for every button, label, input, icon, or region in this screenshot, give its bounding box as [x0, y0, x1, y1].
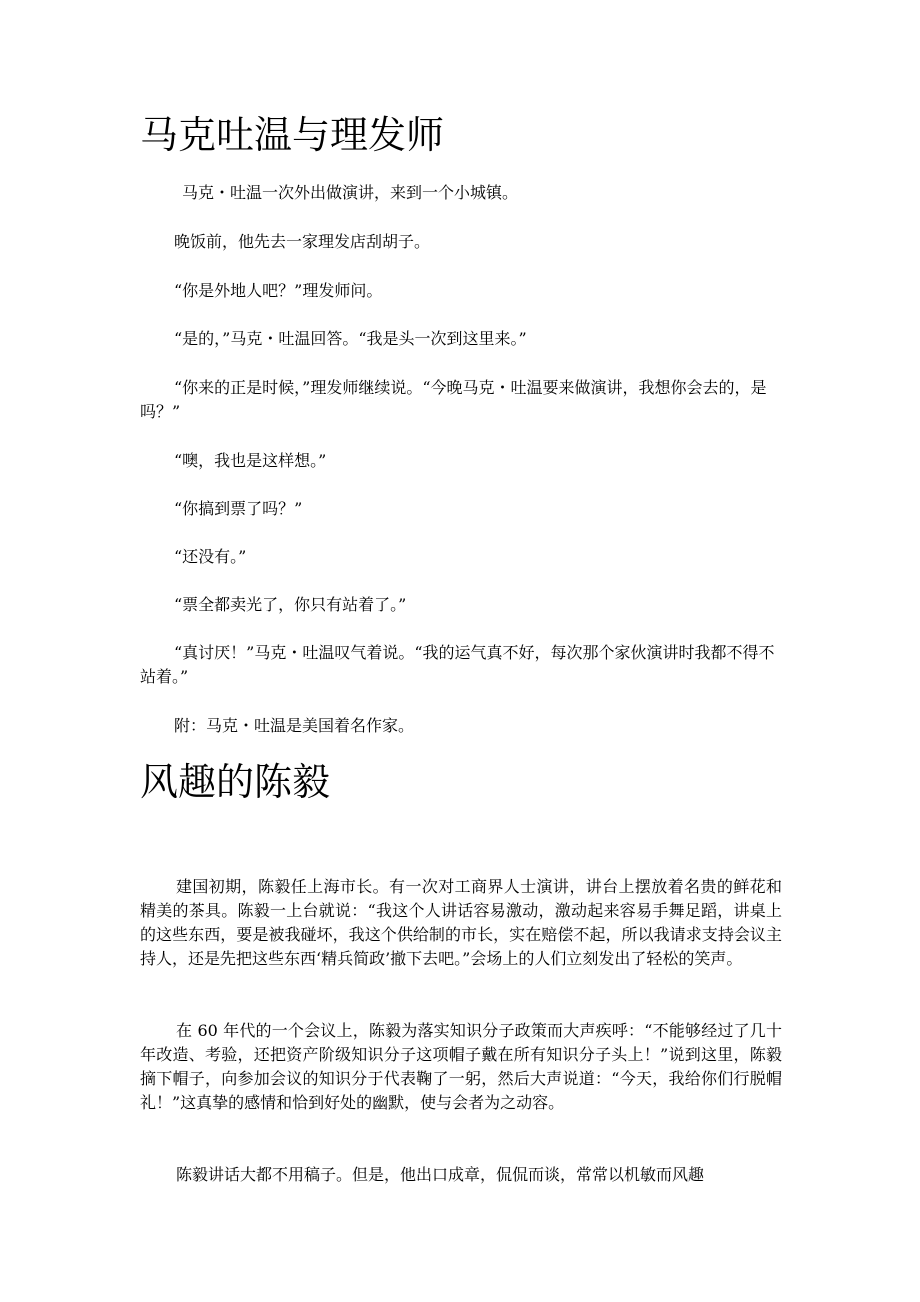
paragraph: “噢，我也是这样想。”	[174, 451, 327, 470]
paragraph: 晚饭前，他先去一家理发店刮胡子。	[174, 232, 431, 251]
paragraph: 马克・吐温一次外出做演讲，来到一个小城镇。	[182, 183, 519, 202]
section-title-chen-yi: 风趣的陈毅	[140, 760, 331, 804]
paragraph: 在 60 年代的一个会议上，陈毅为落实知识分子政策而大声疾呼：“不能够经过了几十年改造、考验，还把资产阶级知识分子这项帽子戴在所有知识分子头上！”说到这里，陈毅摘下帽子，向参加会议的知识分于代表鞠了一躬，然后大声说道：“今天，我给你们行脱帽礼！”这真挚的感情和恰到好处的幽默，使与会者为之动容。	[140, 1021, 782, 1112]
paragraph: 建国初期，陈毅任上海市长。有一次对工商界人士演讲，讲台上摆放着名贵的鲜花和精美的茶具。陈毅一上台就说：“我这个人讲话容易激动，激动起来容易手舞足蹈，讲桌上的这些东西，要是被我碰坏，我这个供给制的市长，实在赔偿不起，所以我请求支持会议主持人，还是先把这些东西‘精兵简政’撤下去吧。”会场上的人们立刻发出了轻松的笑声。	[140, 877, 782, 968]
paragraph: “是的，”马克・吐温回答。“我是头一次到这里来。”	[174, 329, 527, 348]
section-title-mark-twain: 马克吐温与理发师	[140, 113, 445, 157]
paragraph: “票全都卖光了，你只有站着了。”	[174, 595, 407, 614]
paragraph: 陈毅讲话大都不用稿子。但是，他出口成章，侃侃而谈，常常以机敏而风趣	[176, 1165, 705, 1184]
paragraph: “你来的正是时候，”理发师继续说。“今晚马克・吐温要来做演讲，我想你会去的，是吗？”	[140, 378, 767, 421]
paragraph: “你搞到票了吗？”	[174, 499, 303, 518]
paragraph: “还没有。”	[174, 547, 247, 566]
paragraph: “你是外地人吧？”理发师问。	[174, 281, 383, 300]
paragraph: 附：马克・吐温是美国着名作家。	[174, 716, 415, 735]
paragraph: “真讨厌！”马克・吐温叹气着说。“我的运气真不好，每次那个家伙演讲时我都不得不站着。”	[140, 643, 775, 686]
